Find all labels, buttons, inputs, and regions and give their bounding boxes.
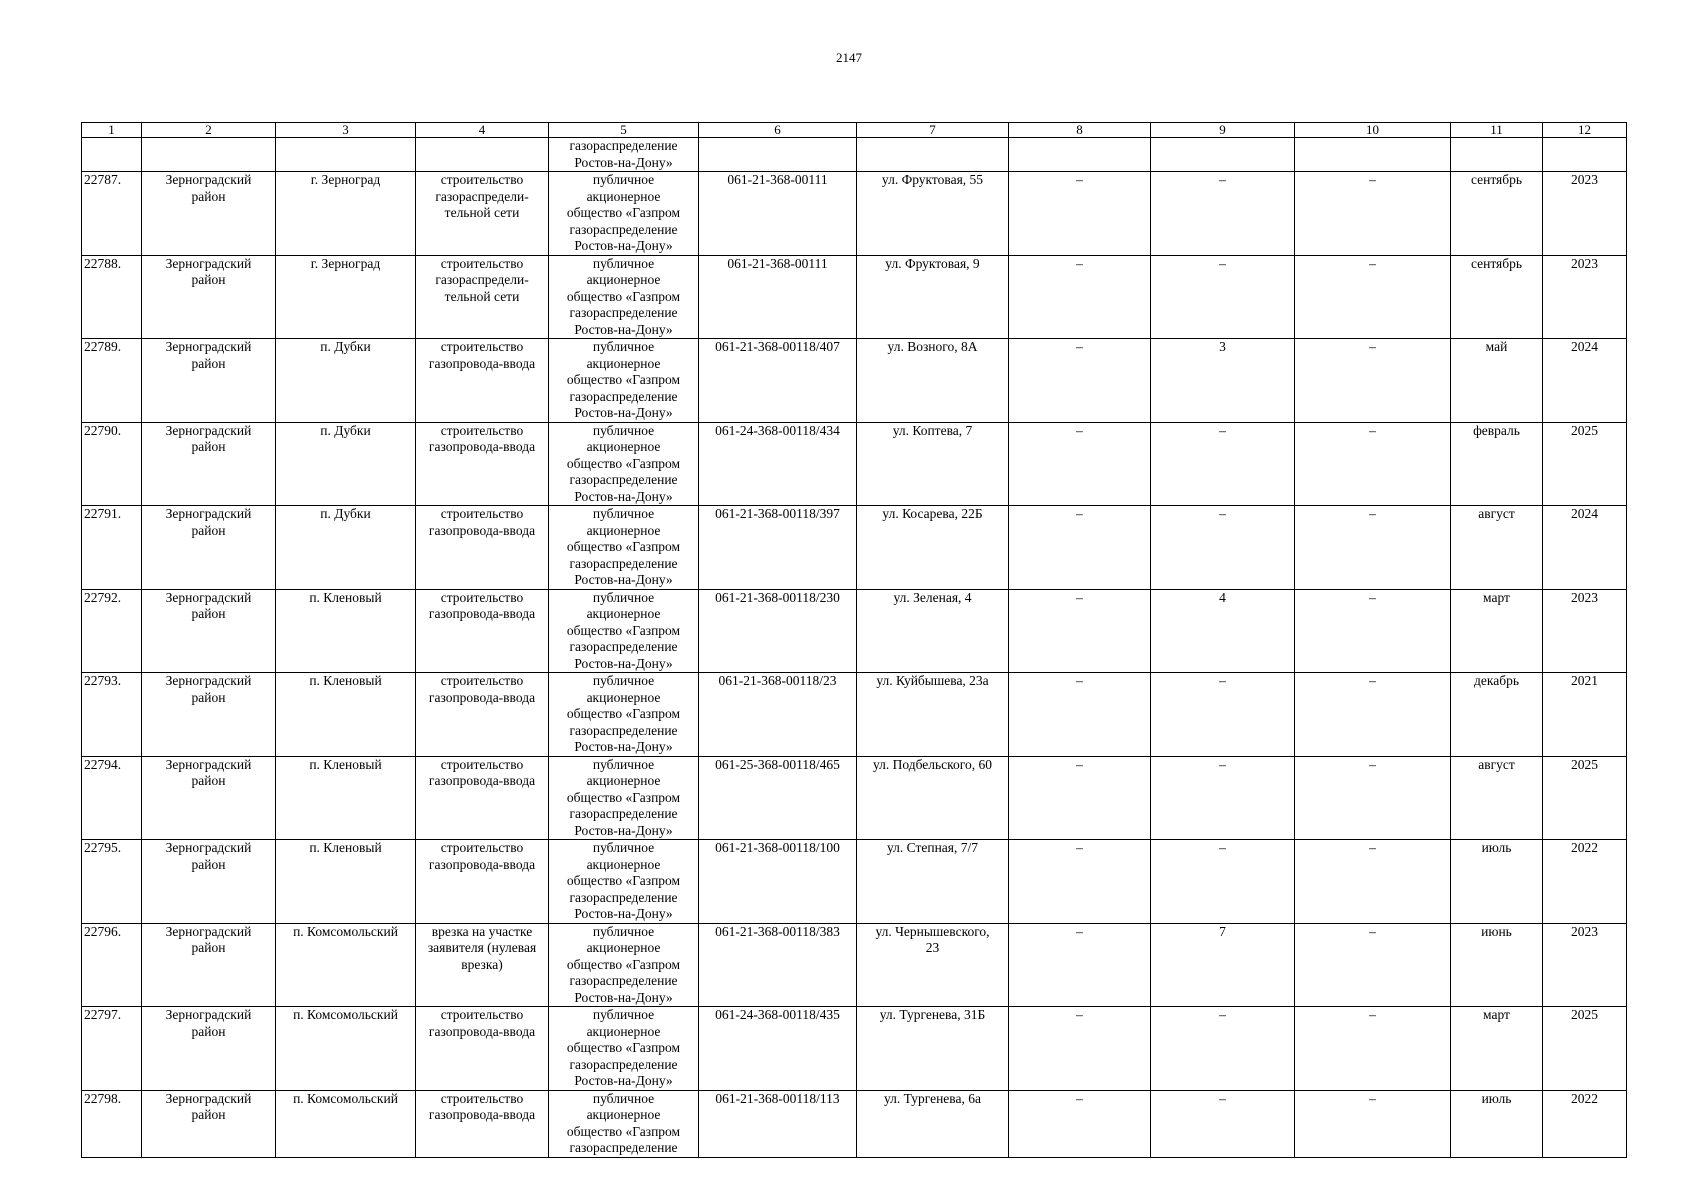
address-cell: ул. Тургенева, 31Б: [857, 1007, 1009, 1091]
column-10-cell: –: [1295, 923, 1451, 1007]
column-9-cell: –: [1151, 255, 1295, 339]
locality-cell: г. Зерноград: [276, 255, 416, 339]
column-8-cell: –: [1009, 589, 1151, 673]
table-row: [82, 756, 1627, 840]
table-cell: [1009, 138, 1151, 172]
table-row: [82, 255, 1627, 339]
column-10-cell: –: [1295, 840, 1451, 924]
work-type-cell: строительство газопровода-ввода: [416, 756, 549, 840]
organization-cell: публичное акционерное общество «Газпром газораспределение Ростов-на-Дону»: [549, 673, 699, 757]
month-cell: июнь: [1451, 923, 1543, 1007]
address-cell: ул. Степная, 7/7: [857, 840, 1009, 924]
table-row: [82, 506, 1627, 590]
object-code-cell: 061-21-368-00118/407: [699, 339, 857, 423]
object-code-cell: 061-24-368-00118/434: [699, 422, 857, 506]
work-type-cell: строительство газопровода-ввода: [416, 673, 549, 757]
column-9-cell: –: [1151, 506, 1295, 590]
year-cell: 2024: [1543, 506, 1627, 590]
address-cell: ул. Тургенева, 6а: [857, 1090, 1009, 1157]
object-code-cell: 061-21-368-00118/230: [699, 589, 857, 673]
column-10-cell: –: [1295, 506, 1451, 590]
continuation-row: [82, 138, 1627, 172]
year-cell: 2025: [1543, 756, 1627, 840]
column-10-cell: –: [1295, 673, 1451, 757]
month-cell: август: [1451, 756, 1543, 840]
row-number-cell: 22788.: [82, 255, 142, 339]
year-cell: 2022: [1543, 840, 1627, 924]
work-type-cell: строительство газопровода-ввода: [416, 589, 549, 673]
organization-cell: публичное акционерное общество «Газпром газораспределение Ростов-на-Дону»: [549, 589, 699, 673]
object-code-cell: 061-21-368-00118/23: [699, 673, 857, 757]
month-cell: февраль: [1451, 422, 1543, 506]
org-cell: газораспределение Ростов-на-Дону»: [549, 138, 699, 172]
column-header: 10: [1295, 123, 1451, 138]
year-cell: 2024: [1543, 339, 1627, 423]
work-type-cell: строительство газопровода-ввода: [416, 339, 549, 423]
district-cell: Зерноградский район: [142, 840, 276, 924]
row-number-cell: 22793.: [82, 673, 142, 757]
column-10-cell: –: [1295, 756, 1451, 840]
row-number-cell: 22797.: [82, 1007, 142, 1091]
month-cell: май: [1451, 339, 1543, 423]
table-row: [82, 1090, 1627, 1157]
work-type-cell: строительство газопровода-ввода: [416, 506, 549, 590]
address-cell: ул. Возного, 8А: [857, 339, 1009, 423]
organization-cell: публичное акционерное общество «Газпром газораспределение Ростов-на-Дону»: [549, 923, 699, 1007]
district-cell: Зерноградский район: [142, 422, 276, 506]
column-9-cell: 7: [1151, 923, 1295, 1007]
column-9-cell: –: [1151, 422, 1295, 506]
month-cell: март: [1451, 1007, 1543, 1091]
locality-cell: п. Кленовый: [276, 589, 416, 673]
district-cell: Зерноградский район: [142, 172, 276, 256]
column-header: 6: [699, 123, 857, 138]
district-cell: Зерноградский район: [142, 1007, 276, 1091]
table-row: [82, 589, 1627, 673]
organization-cell: публичное акционерное общество «Газпром газораспределение Ростов-на-Дону»: [549, 255, 699, 339]
district-cell: Зерноградский район: [142, 673, 276, 757]
column-9-cell: –: [1151, 673, 1295, 757]
column-10-cell: –: [1295, 1007, 1451, 1091]
row-number-cell: 22795.: [82, 840, 142, 924]
row-number-cell: 22798.: [82, 1090, 142, 1157]
year-cell: 2022: [1543, 1090, 1627, 1157]
year-cell: 2023: [1543, 255, 1627, 339]
column-10-cell: –: [1295, 339, 1451, 423]
year-cell: 2021: [1543, 673, 1627, 757]
table-row: [82, 1007, 1627, 1091]
object-code-cell: 061-21-368-00111: [699, 172, 857, 256]
month-cell: декабрь: [1451, 673, 1543, 757]
organization-cell: публичное акционерное общество «Газпром газораспределение Ростов-на-Дону»: [549, 756, 699, 840]
table-cell: [142, 138, 276, 172]
column-8-cell: –: [1009, 1090, 1151, 1157]
column-10-cell: –: [1295, 255, 1451, 339]
address-cell: ул. Косарева, 22Б: [857, 506, 1009, 590]
month-cell: март: [1451, 589, 1543, 673]
column-9-cell: –: [1151, 1090, 1295, 1157]
month-cell: июль: [1451, 840, 1543, 924]
column-8-cell: –: [1009, 422, 1151, 506]
column-header: 8: [1009, 123, 1151, 138]
table-row: [82, 422, 1627, 506]
column-8-cell: –: [1009, 1007, 1151, 1091]
address-cell: ул. Чернышевского, 23: [857, 923, 1009, 1007]
row-number-cell: 22787.: [82, 172, 142, 256]
table-cell: [1543, 138, 1627, 172]
locality-cell: п. Комсомольский: [276, 923, 416, 1007]
table-row: [82, 339, 1627, 423]
object-code-cell: 061-21-368-00118/383: [699, 923, 857, 1007]
data-table: [81, 122, 1627, 1158]
district-cell: Зерноградский район: [142, 339, 276, 423]
column-8-cell: –: [1009, 172, 1151, 256]
address-cell: ул. Фруктовая, 55: [857, 172, 1009, 256]
locality-cell: п. Комсомольский: [276, 1090, 416, 1157]
column-9-cell: 3: [1151, 339, 1295, 423]
work-type-cell: строительство газопровода-ввода: [416, 422, 549, 506]
work-type-cell: строительство газораспредели- тельной сети: [416, 255, 549, 339]
organization-cell: публичное акционерное общество «Газпром газораспределение: [549, 1090, 699, 1157]
month-cell: сентябрь: [1451, 255, 1543, 339]
organization-cell: публичное акционерное общество «Газпром газораспределение Ростов-на-Дону»: [549, 840, 699, 924]
object-code-cell: 061-24-368-00118/435: [699, 1007, 857, 1091]
row-number-cell: 22790.: [82, 422, 142, 506]
district-cell: Зерноградский район: [142, 589, 276, 673]
column-header: 3: [276, 123, 416, 138]
column-header: 4: [416, 123, 549, 138]
column-10-cell: –: [1295, 172, 1451, 256]
table-cell: [1451, 138, 1543, 172]
year-cell: 2023: [1543, 589, 1627, 673]
row-number-cell: 22791.: [82, 506, 142, 590]
row-number-cell: 22789.: [82, 339, 142, 423]
locality-cell: п. Дубки: [276, 506, 416, 590]
column-9-cell: –: [1151, 840, 1295, 924]
page-number: 2147: [836, 50, 862, 65]
column-9-cell: –: [1151, 1007, 1295, 1091]
address-cell: ул. Коптева, 7: [857, 422, 1009, 506]
month-cell: август: [1451, 506, 1543, 590]
table-cell: [416, 138, 549, 172]
row-number-cell: 22796.: [82, 923, 142, 1007]
column-10-cell: –: [1295, 1090, 1451, 1157]
year-cell: 2025: [1543, 422, 1627, 506]
district-cell: Зерноградский район: [142, 923, 276, 1007]
column-10-cell: –: [1295, 589, 1451, 673]
organization-cell: публичное акционерное общество «Газпром газораспределение Ростов-на-Дону»: [549, 506, 699, 590]
column-number-row: [82, 123, 1627, 138]
locality-cell: п. Дубки: [276, 422, 416, 506]
column-header: 7: [857, 123, 1009, 138]
locality-cell: п. Дубки: [276, 339, 416, 423]
object-code-cell: 061-21-368-00118/113: [699, 1090, 857, 1157]
district-cell: Зерноградский район: [142, 756, 276, 840]
column-10-cell: –: [1295, 422, 1451, 506]
locality-cell: п. Кленовый: [276, 673, 416, 757]
address-cell: ул. Фруктовая, 9: [857, 255, 1009, 339]
year-cell: 2023: [1543, 172, 1627, 256]
organization-cell: публичное акционерное общество «Газпром газораспределение Ростов-на-Дону»: [549, 422, 699, 506]
district-cell: Зерноградский район: [142, 255, 276, 339]
column-8-cell: –: [1009, 673, 1151, 757]
column-8-cell: –: [1009, 840, 1151, 924]
table-cell: [1151, 138, 1295, 172]
column-header: 12: [1543, 123, 1627, 138]
address-cell: ул. Зеленая, 4: [857, 589, 1009, 673]
locality-cell: п. Кленовый: [276, 756, 416, 840]
column-header: 5: [549, 123, 699, 138]
address-cell: ул. Куйбышева, 23а: [857, 673, 1009, 757]
work-type-cell: строительство газопровода-ввода: [416, 1007, 549, 1091]
row-number-cell: 22794.: [82, 756, 142, 840]
column-9-cell: –: [1151, 172, 1295, 256]
column-8-cell: –: [1009, 506, 1151, 590]
district-cell: Зерноградский район: [142, 506, 276, 590]
column-header: 1: [82, 123, 142, 138]
month-cell: сентябрь: [1451, 172, 1543, 256]
column-header: 9: [1151, 123, 1295, 138]
year-cell: 2025: [1543, 1007, 1627, 1091]
table-cell: [82, 138, 142, 172]
table-cell: [1295, 138, 1451, 172]
table-cell: [857, 138, 1009, 172]
column-8-cell: –: [1009, 339, 1151, 423]
column-9-cell: 4: [1151, 589, 1295, 673]
column-8-cell: –: [1009, 255, 1151, 339]
object-code-cell: 061-25-368-00118/465: [699, 756, 857, 840]
month-cell: июль: [1451, 1090, 1543, 1157]
locality-cell: г. Зерноград: [276, 172, 416, 256]
work-type-cell: строительство газопровода-ввода: [416, 840, 549, 924]
table-row: [82, 172, 1627, 256]
column-8-cell: –: [1009, 756, 1151, 840]
year-cell: 2023: [1543, 923, 1627, 1007]
column-8-cell: –: [1009, 923, 1151, 1007]
object-code-cell: 061-21-368-00118/100: [699, 840, 857, 924]
column-header: 11: [1451, 123, 1543, 138]
column-header: 2: [142, 123, 276, 138]
object-code-cell: 061-21-368-00118/397: [699, 506, 857, 590]
table-cell: [276, 138, 416, 172]
organization-cell: публичное акционерное общество «Газпром газораспределение Ростов-на-Дону»: [549, 339, 699, 423]
table-row: [82, 923, 1627, 1007]
organization-cell: публичное акционерное общество «Газпром газораспределение Ростов-на-Дону»: [549, 172, 699, 256]
locality-cell: п. Кленовый: [276, 840, 416, 924]
column-9-cell: –: [1151, 756, 1295, 840]
object-code-cell: 061-21-368-00111: [699, 255, 857, 339]
district-cell: Зерноградский район: [142, 1090, 276, 1157]
organization-cell: публичное акционерное общество «Газпром газораспределение Ростов-на-Дону»: [549, 1007, 699, 1091]
locality-cell: п. Комсомольский: [276, 1007, 416, 1091]
work-type-cell: строительство газораспредели- тельной сети: [416, 172, 549, 256]
address-cell: ул. Подбельского, 60: [857, 756, 1009, 840]
work-type-cell: строительство газопровода-ввода: [416, 1090, 549, 1157]
table-row: [82, 673, 1627, 757]
row-number-cell: 22792.: [82, 589, 142, 673]
work-type-cell: врезка на участке заявителя (нулевая врезка): [416, 923, 549, 1007]
table-row: [82, 840, 1627, 924]
table-cell: [699, 138, 857, 172]
